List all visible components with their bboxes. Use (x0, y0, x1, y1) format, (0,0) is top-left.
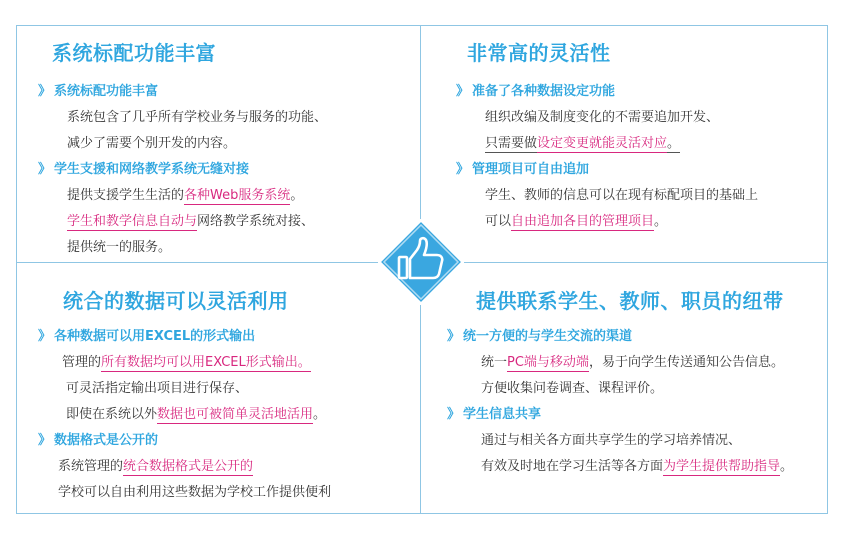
highlight-text: 所有数据均可以用EXCEL形式输出。 (101, 355, 311, 370)
section-heading: 》 学生支援和网络教学系统无缝对接 (38, 158, 249, 177)
quadrant-title: 系统标配功能丰富 (52, 41, 216, 65)
section-heading: 》 各种数据可以用EXCEL的形式输出 (38, 325, 255, 344)
text-line: 学生和教学信息自动与网络教学系统对接、 (67, 214, 315, 229)
thumbs-up-icon (378, 219, 464, 305)
text-line: 提供统一的服务。 (67, 240, 172, 255)
text-line: 统一PC端与移动端，易于向学生传送通知公告信息。 (481, 355, 784, 370)
double-chevron-icon: 》 (38, 433, 52, 448)
text-line: 组织改编及制度变化的不需要追加开发、 (485, 110, 720, 125)
quadrant-title: 非常高的灵活性 (467, 41, 611, 65)
text-line: 系统管理的统合数据格式是公开的 (58, 459, 254, 474)
double-chevron-icon: 》 (456, 84, 470, 99)
text-line: 减少了需要个别开发的内容。 (67, 136, 237, 151)
section-heading: 》 系统标配功能丰富 (38, 80, 158, 99)
section-heading: 》 管理项目可自由追加 (456, 158, 589, 177)
text-line: 系统包含了几乎所有学校业务与服务的功能、 (67, 110, 328, 125)
double-chevron-icon: 》 (456, 162, 470, 177)
highlight-text: 学生和教学信息自动与 (67, 214, 198, 229)
text-line: 方便收集问卷调查、课程评价。 (481, 381, 664, 396)
text-line: 即使在系统以外数据也可被简单灵活地活用。 (66, 407, 327, 422)
text-line: 学生、教师的信息可以在现有标配项目的基础上 (485, 188, 759, 203)
highlight-text: 统合数据格式是公开的 (123, 459, 254, 474)
highlight-text: 设定变更就能灵活对应 (537, 136, 668, 151)
section-heading: 》 数据格式是公开的 (38, 429, 158, 448)
quadrant-title: 统合的数据可以灵活利用 (63, 289, 289, 313)
quadrant-title: 提供联系学生、教师、职员的纽带 (476, 289, 784, 313)
highlight-text: 各种Web服务系统 (184, 188, 291, 203)
highlight-text: 自由追加各目的管理项目 (511, 214, 655, 229)
text-line: 管理的所有数据均可以用EXCEL形式输出。 (62, 355, 311, 370)
text-line: 通过与相关各方面共享学生的学习培养情况、 (481, 433, 742, 448)
double-chevron-icon: 》 (447, 329, 461, 344)
section-heading: 》 学生信息共享 (447, 403, 541, 422)
double-chevron-icon: 》 (447, 407, 461, 422)
text-line: 提供支援学生生活的各种Web服务系统。 (67, 188, 304, 203)
double-chevron-icon: 》 (38, 329, 52, 344)
double-chevron-icon: 》 (38, 162, 52, 177)
section-heading: 》 准备了各种数据设定功能 (456, 80, 615, 99)
highlight-text: 数据也可被简单灵活地活用 (157, 407, 314, 422)
highlight-text: PC端与移动端 (507, 355, 589, 370)
text-line: 可以自由追加各目的管理项目。 (485, 214, 668, 229)
highlight-text: 为学生提供帮助指导 (663, 459, 781, 474)
section-heading: 》 统一方便的与学生交流的渠道 (447, 325, 632, 344)
text-line: 学校可以自由利用这些数据为学校工作提供便利 (58, 485, 332, 500)
text-line: 只需要做设定变更就能灵活对应。 (485, 136, 681, 151)
double-chevron-icon: 》 (38, 84, 52, 99)
text-line: 可灵活指定输出项目进行保存、 (66, 381, 249, 396)
text-line: 有效及时地在学习生活等各方面为学生提供帮助指导。 (481, 459, 794, 474)
